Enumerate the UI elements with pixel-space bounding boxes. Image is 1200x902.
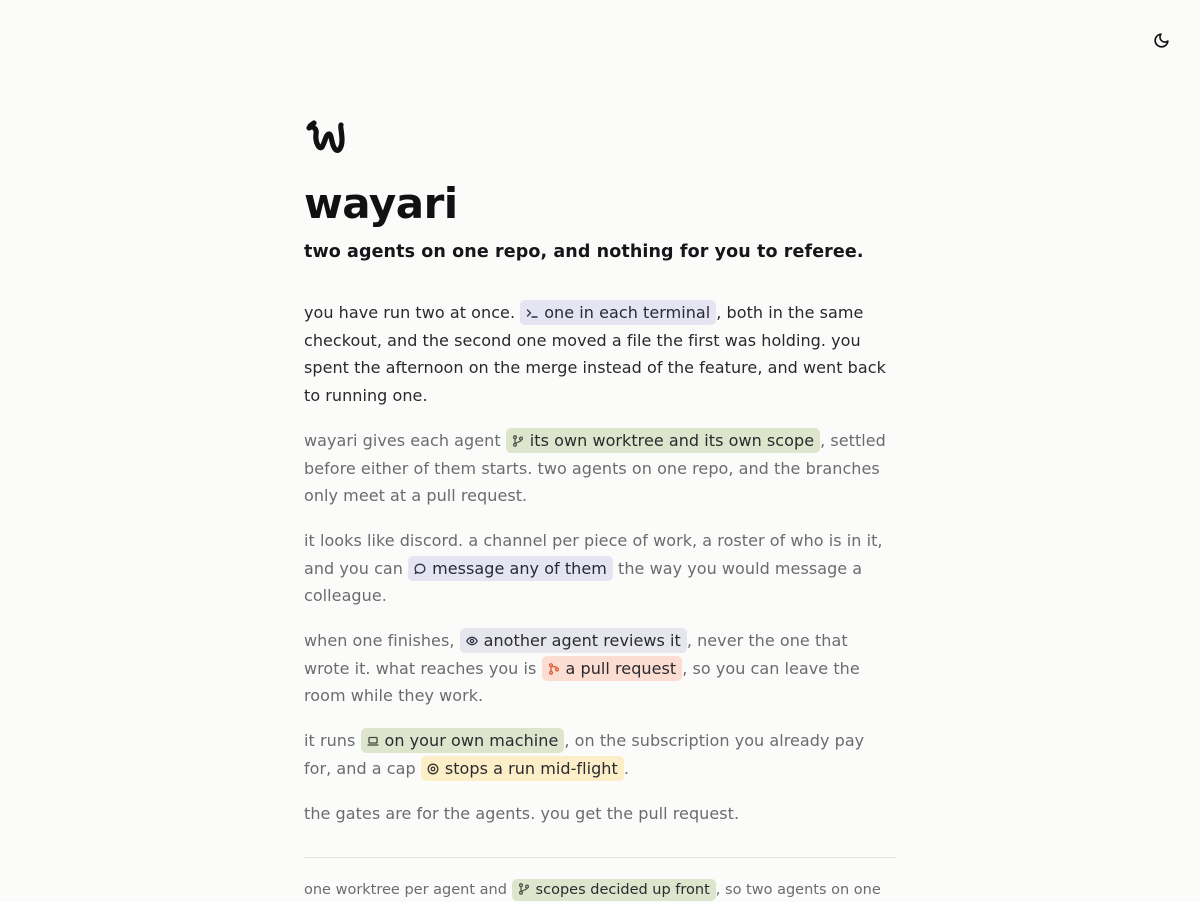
laptop-icon xyxy=(367,735,379,747)
review-chip: another agent reviews it xyxy=(460,628,687,653)
intro-paragraph: you have run two at once. one in each terminal , both in the same checkout, and the second one moved a file the first was holding. you spent the afternoon on the merge instead of the feature, and went back to running one. xyxy=(304,299,896,410)
tagline: two agents on one repo, and nothing for you to referee. xyxy=(304,242,864,262)
app-title: wayari xyxy=(304,179,458,228)
wayari-logo xyxy=(304,120,350,164)
section-divider xyxy=(304,857,896,858)
message-icon xyxy=(414,563,426,575)
terminal-icon xyxy=(526,307,538,319)
closing-paragraph: the gates are for the agents. you get the pull request. xyxy=(304,803,740,823)
stop-chip: stops a run mid-flight xyxy=(421,756,624,781)
pull-request-chip: a pull request xyxy=(542,656,683,681)
git-branch-icon xyxy=(518,883,530,895)
main-content xyxy=(304,120,896,902)
machine-paragraph: it runs on your own machine , on the subscription you already pay for, and a cap stops a run mid-flight . xyxy=(304,727,896,782)
review-paragraph: when one finishes, another agent reviews it , never the one that wrote it. what reaches you is a pull request , so you can leave the room while they work. xyxy=(304,627,896,710)
moon-icon xyxy=(1153,32,1170,49)
worktree-paragraph: wayari gives each agent its own worktree and its own scope , settled before either of them starts. two agents on one repo, and the branches only meet at a pull request. xyxy=(304,427,896,510)
git-branch-icon xyxy=(512,435,524,447)
theme-toggle-button[interactable] xyxy=(1149,28,1173,52)
worktree-chip: its own worktree and its own scope xyxy=(506,428,820,453)
footer-line: one worktree per agent and scopes decided up front , so two agents on one xyxy=(304,878,896,902)
pull-request-icon xyxy=(548,663,560,675)
machine-chip: on your own machine xyxy=(361,728,565,753)
stop-circle-icon xyxy=(427,763,439,775)
discord-paragraph: it looks like discord. a channel per piece of work, a roster of who is in it, and you can message any of them the way you would message a colleague. xyxy=(304,530,883,606)
terminal-chip: one in each terminal xyxy=(520,300,716,325)
message-chip: message any of them xyxy=(408,556,613,581)
scopes-chip: scopes decided up front xyxy=(512,879,716,901)
eye-icon xyxy=(466,635,478,647)
